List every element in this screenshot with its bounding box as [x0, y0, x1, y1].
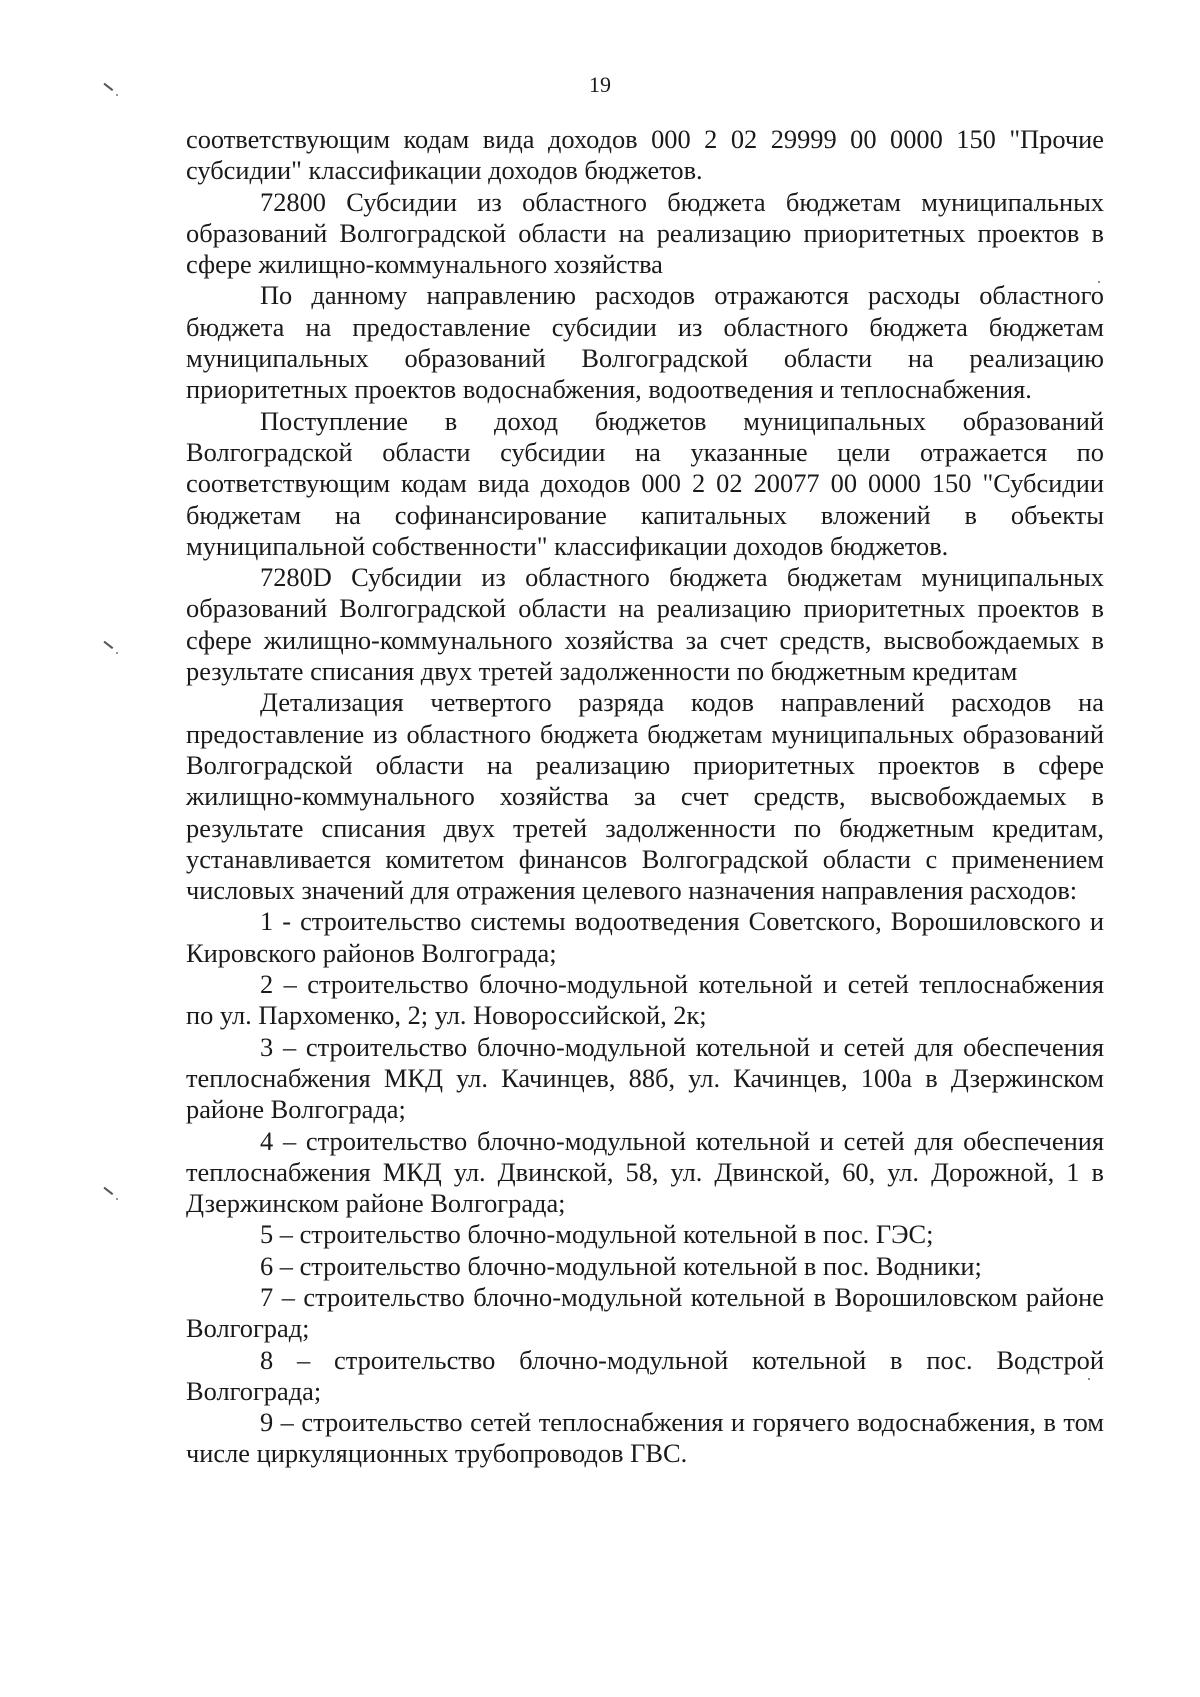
list-item: 3 – строительство блочно-модульной котельной и сетей для обеспечения теплоснабжения МКД ул. Качинцев, 88б, ул. Качинцев, 100а в Дзержинском районе Волгограда;: [186, 1031, 1104, 1125]
paragraph: 7280D Субсидии из областного бюджета бюджетам муниципальных образований Волгоградской области на реализацию приоритетных проектов в сфере жилищно-коммунального хозяйства за счет средств, высвобождаемых в результате списания двух третей задолженности по бюджетным кредитам: [186, 562, 1104, 687]
paragraph: соответствующим кодам вида доходов 000 2 02 29999 00 0000 150 "Прочие субсидии" классификации доходов бюджетов.: [186, 124, 1104, 186]
list-item: 4 – строительство блочно-модульной котельной и сетей для обеспечения теплоснабжения МКД ул. Двинской, 58, ул. Двинской, 60, ул. Дорожной, 1 в Дзержинском районе Волгограда;: [186, 1125, 1104, 1219]
scan-mark: [103, 640, 119, 654]
list-item: 9 – строительство сетей теплоснабжения и горячего водоснабжения, в том числе циркуляционных трубопроводов ГВС.: [186, 1407, 1104, 1469]
document-body: [186, 124, 1104, 1470]
list-item: 7 – строительство блочно-модульной котельной в Ворошиловском районе Волгоград;: [186, 1281, 1104, 1344]
page-number: 19: [589, 72, 611, 97]
list-item: 6 – строительство блочно-модульной котельной в пос. Водники;: [260, 1250, 982, 1281]
list-item: 2 – строительство блочно-модульной котельной и сетей теплоснабжения по ул. Пархоменко, 2; ул. Новороссийской, 2к;: [186, 969, 1104, 1031]
list-item: 8 – строительство блочно-модульной котельной в пос. Водстрой Волгограда;: [186, 1344, 1104, 1406]
paragraph: По данному направлению расходов отражаются расходы областного бюджета на предоставление субсидии из областного бюджета бюджетам муниципальных образований Волгоградской области на реализацию приоритетных проектов водоснабжения, водоотведения и теплоснабжения.: [186, 280, 1104, 405]
paragraph: Поступление в доход бюджетов муниципальных образований Волгоградской области субсидии на указанные цели отражается по соответствующим кодам вида доходов 000 2 02 20077 00 0000 150 "Субсидии бюджетам на софинансирование капитальных вложений в объекты муниципальной собственности" классификации доходов бюджетов.: [186, 405, 1104, 561]
paragraph: Детализация четвертого разряда кодов направлений расходов на предоставление из областного бюджета бюджетам муниципальных образований Волгоградской области на реализацию приоритетных проектов в сфере жилищно-коммунального хозяйства за счет средств, высвобождаемых в результате списания двух третей задолженности по бюджетным кредитам, устанавливается комитетом финансов Волгоградской области с применением числовых значений для отражения целевого назначения направления расходов:: [186, 687, 1104, 906]
list-item: 1 - строительство системы водоотведения Советского, Ворошиловского и Кировского районов Волгограда;: [186, 906, 1104, 968]
paragraph: 72800 Субсидии из областного бюджета бюджетам муниципальных образований Волгоградской области на реализацию приоритетных проектов в сфере жилищно-коммунального хозяйства: [186, 186, 1104, 280]
scan-mark: [103, 1186, 119, 1200]
list-item: 5 – строительство блочно-модульной котельной в пос. ГЭС;: [260, 1219, 934, 1250]
